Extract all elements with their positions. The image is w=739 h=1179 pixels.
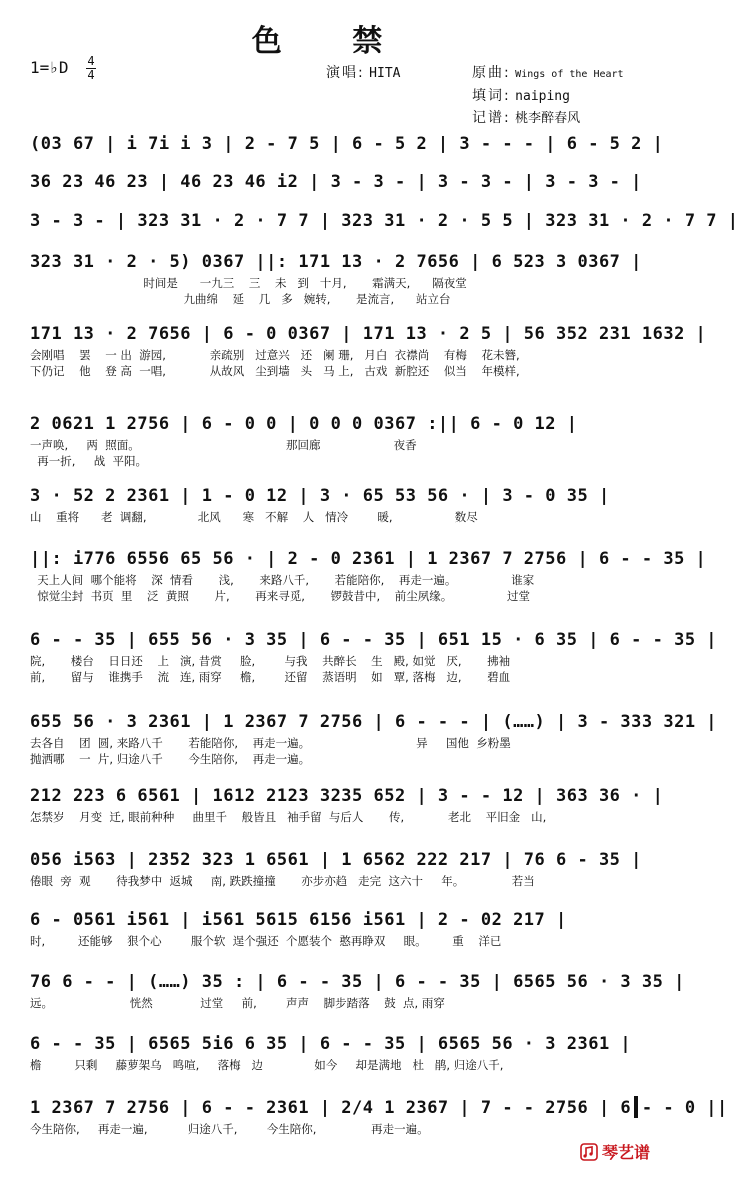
lyric-line: 今生陪你, 再走一遍, 归途八千, 今生陪你, 再走一遍。 [30,1122,429,1136]
notation-line: 3 - 3 - | 323 31 · 2 · 7 7 | 323 31 · 2 · 5 5 | 323 31 · 2 · 7 7 | [30,211,739,231]
notation-line: 2 0621 1 2756 | 6 - 0 0 | 0 0 0 0367 :|| 6 - 0 12 | [30,414,578,434]
transcriber-label: 记谱: [472,110,511,126]
original-name: Wings of the Heart [515,69,624,80]
song-title: 色 禁 [251,24,413,59]
lyric-line: 时间是 一九三 三 未 到 十月, 霜满天, 隔夜堂 [30,276,467,290]
singer-name: HITA [369,66,401,81]
lyric-line: 会刚唱 罢 一 出 游园, 亲疏别 过意兴 还 阑 珊, 月白 衣襟尚 有梅 花未簪, [30,348,520,362]
notation-line: 1 2367 7 2756 | 6 - - 2361 | 2/4 1 2367 | 7 - - 2756 | 6 - - 0 || [30,1098,728,1118]
lyricist-label: 填词: [472,88,511,104]
singer-label: 演唱: [326,65,365,81]
music-note-icon [580,1143,598,1161]
lyricist-credit [472,85,570,105]
notation-line: 36 23 46 23 | 46 23 46 i2 | 3 - 3 - | 3 - 3 - | 3 - 3 - | [30,172,642,192]
notation-line: 6 - - 35 | 655 56 · 3 35 | 6 - - 35 | 651 15 · 6 35 | 6 - - 35 | [30,630,718,650]
lyric-line: 再一折, 战 平阳。 [30,454,148,468]
transcriber-credit [472,107,580,127]
lyric-line: 山 重将 老 调翻, 北风 寒 不解 人 情冷 暖, 数尽 [30,510,478,524]
notation-line: 212 223 6 6561 | 1612 2123 3235 652 | 3 - - 12 | 363 36 · | [30,786,664,806]
transcriber-name: 桃李醉春风 [515,111,581,126]
lyric-line: 院, 楼台 日日还 上 演, 昔赏 脸, 与我 共醉长 生 殿, 如觉 厌, 拂袖 [30,654,511,668]
notation-line: ||: i776 6556 65 56 · | 2 - 0 2361 | 1 2367 7 2756 | 6 - - 35 | [30,549,707,569]
notation-line: 76 6 - - | (……) 35 : | 6 - - 35 | 6 - - 35 | 6565 56 · 3 35 | [30,972,685,992]
original-label: 原曲: [472,65,511,81]
key-signature: 1=♭D [30,58,69,77]
time-signature-bottom: 4 [87,68,95,82]
lyric-line: 去各自 团 圆, 来路八千 若能陪你, 再走一遍。 异 国他 乡粉墨 [30,736,511,750]
watermark-logo [580,1140,650,1163]
lyric-line: 抛洒哪 一 片, 归途八千 今生陪你, 再走一遍。 [30,752,311,766]
lyric-line: 时, 还能够 狠个心 服个软 逞个强还 个愿装个 憨再睁双 眼。 重 洋已 [30,934,502,948]
notation-line: 6 - - 35 | 6565 5i6 6 35 | 6 - - 35 | 6565 56 · 3 2361 | [30,1034,632,1054]
notation-line: 171 13 · 2 7656 | 6 - 0 0367 | 171 13 · 2 5 | 56 352 231 1632 | [30,324,707,344]
lyric-line: 一声唤, 两 照面。 那回廊 夜香 [30,438,417,452]
lyric-line: 惊觉尘封 书页 里 泛 黄照 片, 再来寻觅, 锣鼓昔中, 前尘夙缘。 过堂 [30,589,531,603]
time-signature [86,56,96,81]
singer-credit [326,62,400,82]
lyric-line: 怎禁岁 月变 迁, 眼前种种 曲里千 般皆且 袖手留 与后人 传, 老北 平旧金 山, [30,810,547,824]
time-signature-top: 4 [87,54,95,68]
notation-line: 3 · 52 2 2361 | 1 - 0 12 | 3 · 65 53 56 · | 3 - 0 35 | [30,486,610,506]
notation-line: 6 - 0561 i561 | i561 5615 6156 i561 | 2 - 02 217 | [30,910,567,930]
final-barline [634,1096,638,1118]
lyric-line: 下仍记 他 登 高 一唱, 从故风 尘到墙 头 马 上, 古戏 新腔还 似当 年模样, [30,364,520,378]
watermark-text: 琴艺谱 [601,1143,650,1162]
lyric-line: 倦眼 旁 观 待我梦中 返城 南, 跌跌撞撞 亦步亦趋 走完 这六十 年。 若当 [30,874,535,888]
lyric-line: 远。 恍然 过堂 前, 声声 脚步踏落 鼓 点, 雨穿 [30,996,445,1010]
lyric-line: 前, 留与 谁携手 流 连, 雨穿 檐, 还留 蒸语明 如 覃, 落梅 边, 碧血 [30,670,511,684]
lyric-line: 檐 只剩 藤萝架乌 鸣喧, 落梅 边 如今 却是满地 杜 鹃, 归途八千, [30,1058,504,1072]
lyric-line: 九曲绵 延 几 多 婉转, 是流言, 站立台 [30,292,451,306]
original-credit [472,62,624,82]
notation-line: 056 i563 | 2352 323 1 6561 | 1 6562 222 217 | 76 6 - 35 | [30,850,642,870]
notation-line: 323 31 · 2 · 5) 0367 ||: 171 13 · 2 7656 | 6 523 3 0367 | [30,252,642,272]
lyric-line: 天上人间 哪个能将 深 情看 浅, 来路八千, 若能陪你, 再走一遍。 谁家 [30,573,535,587]
notation-line: (03 67 | i 7i i 3 | 2 - 7 5 | 6 - 5 2 | 3 - - - | 6 - 5 2 | [30,134,664,154]
lyricist-name: naiping [515,89,570,104]
notation-line: 655 56 · 3 2361 | 1 2367 7 2756 | 6 - - - | (……) | 3 - 333 321 | [30,712,718,732]
